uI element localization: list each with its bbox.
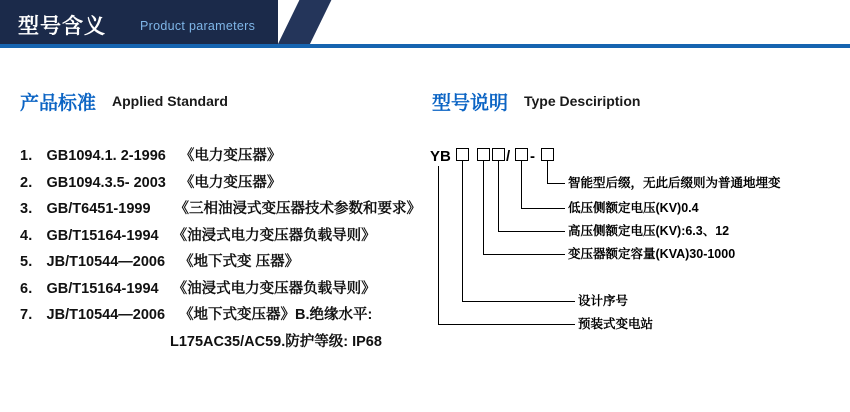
list-item-continuation: L175AC35/AC59.防护等级: IP68 — [170, 333, 382, 350]
label-hv-voltage: 高压侧额定电压(KV):6.3、12 — [568, 224, 730, 238]
list-item — [20, 302, 440, 329]
list-item — [20, 196, 440, 223]
item-code: GB/T15164-1994 — [46, 227, 159, 244]
item-number: 5. — [20, 254, 33, 270]
item-code: GB/T15164-1994 — [46, 280, 159, 297]
leader-line-smart-suffix-v — [547, 161, 548, 183]
item-code: JB/T10544—2006 — [46, 307, 166, 323]
item-name: 《地下式变压器》B.绝缘水平: — [179, 307, 373, 323]
item-number: 6. — [20, 280, 33, 297]
code-separator-dash: - — [530, 148, 535, 165]
page-subtitle: Product parameters — [140, 19, 256, 33]
list-item — [20, 143, 440, 170]
list-item — [20, 276, 440, 303]
leader-line-design-serial-h — [462, 301, 575, 302]
code-prefix: YB — [430, 148, 451, 165]
label-design-serial: 设计序号 — [578, 294, 629, 308]
page-header — [0, 0, 850, 48]
leader-line-substation-h — [438, 324, 575, 325]
header-bar-accent — [276, 0, 331, 48]
item-code: GB/T6451-1999 — [46, 201, 151, 217]
leader-line-smart-suffix-h — [547, 183, 565, 184]
leader-line-hv-voltage-h — [498, 231, 565, 232]
item-code: GB1094.3.5- 2003 — [46, 174, 166, 191]
leader-line-lv-voltage-h — [521, 208, 565, 209]
item-name: 《电力变压器》 — [179, 174, 282, 191]
item-code: GB1094.1. 2-1996 — [46, 148, 166, 164]
type-code-diagram — [430, 140, 850, 355]
item-number: 7. — [20, 307, 33, 323]
item-name: 《油浸式电力变压器负载导则》 — [172, 227, 376, 244]
item-name: 《油浸式电力变压器负载导则》 — [172, 280, 376, 297]
item-number: 4. — [20, 227, 33, 244]
leader-line-capacity-v — [483, 161, 484, 254]
item-number: 3. — [20, 201, 33, 217]
leader-line-design-serial-v — [462, 161, 463, 301]
list-item — [20, 249, 440, 276]
item-number: 1. — [20, 148, 33, 164]
label-capacity: 变压器额定容量(KVA)30-1000 — [568, 247, 736, 261]
item-name: 《地下式变 压器》 — [179, 254, 300, 270]
leader-line-substation-v — [438, 166, 439, 324]
leader-line-capacity-h — [483, 254, 565, 255]
list-item — [20, 223, 440, 250]
item-name: 《三相油浸式变压器技术参数和要求》 — [174, 201, 422, 217]
label-smart-suffix: 智能型后缀，无此后缀则为普通地埋变 — [568, 176, 781, 190]
label-substation: 预装式变电站 — [578, 317, 654, 331]
header-underline — [0, 44, 850, 48]
right-section-title-en: Type Desciription — [524, 93, 641, 109]
left-section-title: 产品标准 — [20, 93, 97, 114]
list-item — [20, 170, 440, 197]
code-slot-smart-suffix — [541, 148, 554, 161]
code-separator-slash: / — [506, 148, 511, 165]
standards-list — [20, 143, 440, 355]
page-title: 型号含义 — [18, 15, 106, 38]
label-lv-voltage: 低压侧额定电压(KV)0.4 — [568, 201, 699, 215]
item-number: 2. — [20, 174, 33, 191]
leader-line-lv-voltage-v — [521, 161, 522, 208]
item-code: JB/T10544—2006 — [46, 254, 166, 270]
item-name: 《电力变压器》 — [179, 148, 282, 164]
right-section-title: 型号说明 — [432, 93, 509, 114]
code-slot-capacity — [477, 148, 490, 161]
code-slot-lv-voltage — [515, 148, 528, 161]
left-section-title-en: Applied Standard — [112, 93, 228, 109]
code-slot-design-serial — [456, 148, 469, 161]
code-slot-hv-voltage — [492, 148, 505, 161]
leader-line-hv-voltage-v — [498, 161, 499, 231]
